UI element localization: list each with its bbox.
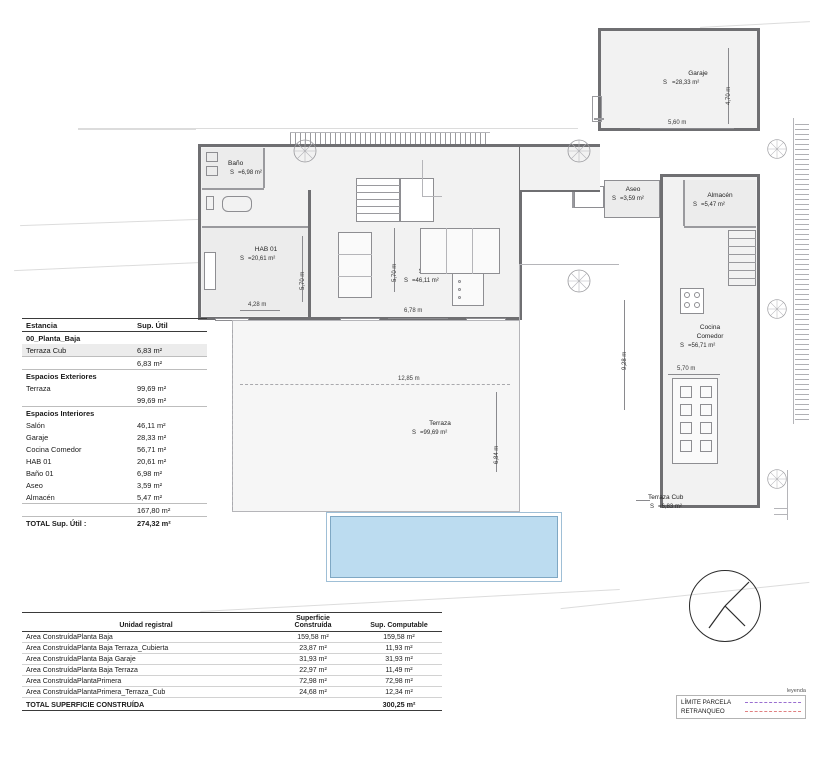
legend	[676, 688, 806, 719]
header-sup-computable: Sup. Computable	[356, 613, 442, 632]
dimension-hab-h: 5,70 m	[300, 271, 306, 290]
terraza-edge	[519, 264, 520, 512]
legend-item-retranqueo	[681, 708, 801, 715]
total-built	[270, 698, 356, 711]
stair-step	[728, 254, 756, 255]
table-row	[22, 491, 207, 504]
stair-step	[728, 262, 756, 263]
retranqueo-line-icon	[745, 711, 801, 712]
section-title-exteriores: Espacios Exteriores	[26, 371, 97, 381]
room-label-garaje: Garaje	[688, 70, 708, 77]
pergola-hatch	[290, 133, 490, 144]
header-unidad-registral: Unidad registral	[22, 613, 270, 632]
terraza-floor	[232, 320, 520, 512]
total-label: TOTAL Sup. Útil :	[22, 517, 133, 530]
legend-box	[676, 695, 806, 719]
tree-icon	[566, 268, 592, 294]
table-row	[22, 419, 207, 431]
wall	[660, 174, 663, 508]
table-header-row	[22, 319, 207, 332]
row-name: Almacén	[22, 491, 133, 504]
chair	[680, 404, 692, 416]
garage-door	[592, 96, 602, 122]
wall	[198, 144, 522, 147]
table-row	[22, 382, 207, 394]
dimension-salon-h: 5,70 m	[392, 263, 398, 282]
room-label-terraza: Terraza	[429, 420, 451, 427]
registral-table	[22, 612, 442, 711]
dimension-terraza-h: 6,84 m	[494, 445, 500, 464]
row-name: Salón	[26, 420, 45, 430]
dimension-line	[394, 228, 395, 292]
chair	[700, 386, 712, 398]
table-row	[22, 467, 207, 479]
legend-title: leyenda	[786, 688, 806, 694]
legend-label: LÍMITE PARCELA	[681, 699, 732, 706]
partition	[422, 160, 423, 196]
sofa-seam	[338, 276, 372, 277]
row-built: 72,98 m²	[270, 676, 356, 687]
contour-line	[14, 262, 204, 271]
toilet-fixture	[206, 166, 218, 176]
room-area-hab01: =20,61 m²	[248, 256, 276, 262]
room-label-almacen: Almacén	[707, 192, 733, 199]
table-row	[22, 455, 207, 467]
row-name: Aseo	[26, 480, 43, 490]
subtotal-label	[22, 394, 133, 407]
row-unit: Area ConstruídaPlanta Baja Terraza	[22, 665, 270, 676]
decor-dot-icon	[458, 288, 461, 291]
plan-name-cell: 00_Planta_Baja	[26, 333, 81, 343]
table-row	[22, 643, 442, 654]
wall	[598, 28, 760, 31]
room-area-terraza-cub: =6,83 m²	[658, 504, 682, 510]
row-value: 99,69 m²	[137, 383, 167, 393]
room-symbol-bano: S	[230, 170, 235, 176]
row-built: 31,93 m²	[270, 654, 356, 665]
sink-fixture	[206, 152, 218, 162]
row-name: HAB 01	[26, 456, 52, 466]
sofa-seam	[338, 254, 372, 255]
table-subtotal-row	[22, 394, 207, 407]
estancia-table	[22, 318, 207, 529]
dimension-terraza-w: 12,85 m	[398, 376, 420, 382]
table-total-row	[22, 517, 207, 530]
row-unit: Area ConstruídaPlanta Baja Garaje	[22, 654, 270, 665]
row-value: 46,11 m²	[137, 420, 166, 430]
table-subtotal-row	[22, 357, 207, 370]
compass-needle-icon	[689, 570, 761, 642]
dimension-line	[388, 318, 448, 319]
table-row	[22, 344, 207, 357]
tree-icon	[766, 138, 788, 160]
tree-icon	[566, 138, 592, 164]
row-unit: Area ConstruídaPlanta Baja	[22, 632, 270, 643]
row-built: 159,58 m²	[270, 632, 356, 643]
plot-boundary-hatch	[795, 120, 809, 420]
row-value: 20,61 m²	[137, 456, 167, 466]
stair-step	[356, 185, 400, 186]
plot-boundary-line	[793, 118, 794, 424]
room-label-aseo: Aseo	[625, 186, 641, 193]
row-computable: 159,58 m²	[356, 632, 442, 643]
total-computable: 300,25 m²	[356, 698, 442, 711]
chair	[680, 422, 692, 434]
table-row	[22, 632, 442, 643]
boundary-dashed	[232, 330, 233, 510]
room-area-bano: =6,98 m²	[238, 170, 262, 176]
sofa-seam	[472, 228, 473, 274]
dimension-salon-w: 6,78 m	[404, 308, 423, 314]
legend-item-limite-parcela	[681, 699, 801, 706]
wall	[308, 190, 311, 318]
row-built: 23,87 m²	[270, 643, 356, 654]
bathtub-fixture	[222, 196, 252, 212]
row-unit: Area ConstruídaPlantaPrimera	[22, 676, 270, 687]
row-name: Terraza	[26, 383, 51, 393]
hob-burner-icon	[684, 292, 690, 298]
dimension-garaje-h: 4,70 m	[726, 86, 732, 105]
room-label-cocina: Cocina	[699, 324, 721, 331]
chair	[680, 440, 692, 452]
table-row	[22, 431, 207, 443]
room-symbol-salon: S	[404, 278, 409, 284]
chair	[700, 422, 712, 434]
wall	[757, 174, 760, 508]
dimension-line	[240, 310, 280, 311]
dimension-line	[302, 236, 303, 302]
pergola-edge	[290, 132, 490, 133]
wall	[757, 28, 760, 131]
bed-furniture	[204, 252, 216, 290]
row-computable: 72,98 m²	[356, 676, 442, 687]
row-computable: 11,93 m²	[356, 643, 442, 654]
shower-fixture	[206, 196, 214, 210]
wall	[263, 148, 265, 188]
staircase-landing	[400, 178, 434, 222]
wall	[198, 144, 201, 320]
stair-step	[356, 199, 400, 200]
subtotal-value: 99,69 m²	[133, 394, 207, 407]
section-title-interiores: Espacios Interiores	[26, 408, 95, 418]
terraza-edge	[232, 320, 520, 321]
tree-icon	[292, 138, 318, 164]
sofa-seam	[446, 228, 447, 274]
subtotal-label	[22, 504, 133, 517]
chair	[700, 404, 712, 416]
total-label: TOTAL SUPERFICIE CONSTRUÍDA	[22, 698, 270, 711]
row-value: 28,33 m²	[137, 432, 167, 442]
hob-burner-icon	[694, 292, 700, 298]
row-computable: 11,49 m²	[356, 665, 442, 676]
dimension-hab-w: 4,28 m	[248, 302, 267, 308]
stair-step	[728, 278, 756, 279]
coffee-table	[452, 272, 484, 306]
decor-dot-icon	[458, 280, 461, 283]
wall	[660, 174, 760, 177]
room-symbol-cocina: S	[680, 343, 685, 349]
row-unit: Area ConstruídaPlanta Baja Terraza_Cubierta	[22, 643, 270, 654]
wall	[202, 188, 264, 190]
table-section-row	[22, 370, 207, 383]
room-label-terraza-cub: Terraza Cub	[648, 494, 684, 501]
row-unit: Area ConstruídaPlantaPrimera_Terraza_Cub	[22, 687, 270, 698]
room-area-cocina: =56,71 m²	[688, 343, 716, 349]
chair	[680, 386, 692, 398]
stair-step	[728, 246, 756, 247]
boundary-tick	[774, 514, 788, 515]
north-compass	[689, 570, 761, 642]
room-symbol-terraza: S	[412, 430, 417, 436]
table-row	[22, 665, 442, 676]
pool-coping	[326, 512, 562, 582]
room-label-bano: Baño	[228, 160, 244, 167]
table-header-row	[22, 613, 442, 632]
room-area-garaje: =28,33 m²	[672, 80, 700, 86]
table-row	[22, 443, 207, 455]
table-row	[22, 687, 442, 698]
contour-line	[78, 129, 196, 130]
row-computable: 31,93 m²	[356, 654, 442, 665]
hob-burner-icon	[694, 302, 700, 308]
room-symbol-hab01: S	[240, 256, 245, 262]
dimension-garaje-w: 5,60 m	[668, 120, 687, 126]
tree-icon	[766, 298, 788, 320]
table-section-row	[22, 407, 207, 420]
kitchen-counter	[680, 288, 704, 314]
limite-parcela-line-icon	[745, 702, 801, 703]
contour-line	[700, 21, 810, 28]
partition	[422, 196, 442, 197]
room-area-aseo: =3,59 m²	[620, 196, 644, 202]
wall	[202, 226, 310, 228]
table-row	[22, 479, 207, 491]
contour-line	[20, 219, 200, 226]
room-label-hab01: HAB 01	[254, 246, 278, 253]
row-name: Terraza Cub	[22, 344, 133, 357]
table-row	[22, 332, 207, 345]
subtotal-label	[22, 357, 133, 370]
terraza-edge	[519, 264, 619, 265]
row-value: 5,47 m²	[133, 491, 207, 504]
row-value: 56,71 m²	[137, 444, 167, 454]
hob-burner-icon	[684, 302, 690, 308]
table-row	[22, 676, 442, 687]
total-value: 274,32 m²	[133, 517, 207, 530]
chair	[700, 440, 712, 452]
stair-step	[728, 238, 756, 239]
row-name: Garaje	[26, 432, 49, 442]
room-label-comedor: Comedor	[696, 333, 724, 340]
stair-step	[356, 206, 400, 207]
row-name: Cocina Comedor	[26, 444, 82, 454]
dimension-cocina-w: 5,70 m	[677, 366, 696, 372]
room-symbol-aseo: S	[612, 196, 617, 202]
stair-step	[356, 192, 400, 193]
row-value: 6,83 m²	[133, 344, 207, 357]
row-name: Baño 01	[26, 468, 54, 478]
row-built: 22,97 m²	[270, 665, 356, 676]
table-subtotal-row	[22, 504, 207, 517]
dimension-line	[640, 128, 734, 129]
room-area-almacen: =5,47 m²	[701, 202, 725, 208]
table-total-row	[22, 698, 442, 711]
header-superficie-construida: Superficie Construída	[270, 613, 356, 632]
table-row	[22, 654, 442, 665]
wall	[684, 226, 756, 228]
subtotal-value: 6,83 m²	[133, 357, 207, 370]
row-built: 24,68 m²	[270, 687, 356, 698]
header-estancia: Estancia	[22, 319, 133, 332]
row-computable: 12,34 m²	[356, 687, 442, 698]
row-value: 3,59 m²	[137, 480, 163, 490]
dimension-line	[668, 374, 720, 375]
header-sup-util: Sup. Útil	[133, 319, 207, 332]
decor-dot-icon	[458, 296, 461, 299]
contour-line	[200, 589, 619, 612]
boundary-tick	[774, 508, 788, 509]
room-symbol-almacen: S	[693, 202, 698, 208]
subtotal-value: 167,80 m²	[133, 504, 207, 517]
contour-line	[561, 582, 810, 609]
dimension-line	[240, 384, 510, 385]
room-symbol-terraza-cub: S	[650, 504, 655, 510]
sofa-large	[420, 228, 500, 274]
dimension-cocina-h: 9,28 m	[622, 351, 628, 370]
room-symbol-garaje: S	[663, 80, 668, 86]
room-area-salon: =46,11 m²	[412, 278, 439, 284]
stair-step	[728, 270, 756, 271]
tree-icon	[766, 468, 788, 490]
sofa	[338, 232, 372, 298]
wall	[520, 190, 600, 192]
room-area-terraza: =99,69 m²	[420, 430, 448, 436]
row-value: 6,98 m²	[137, 468, 163, 478]
legend-label: RETRANQUEO	[681, 708, 725, 715]
stair-step	[356, 213, 400, 214]
wall	[683, 180, 685, 226]
